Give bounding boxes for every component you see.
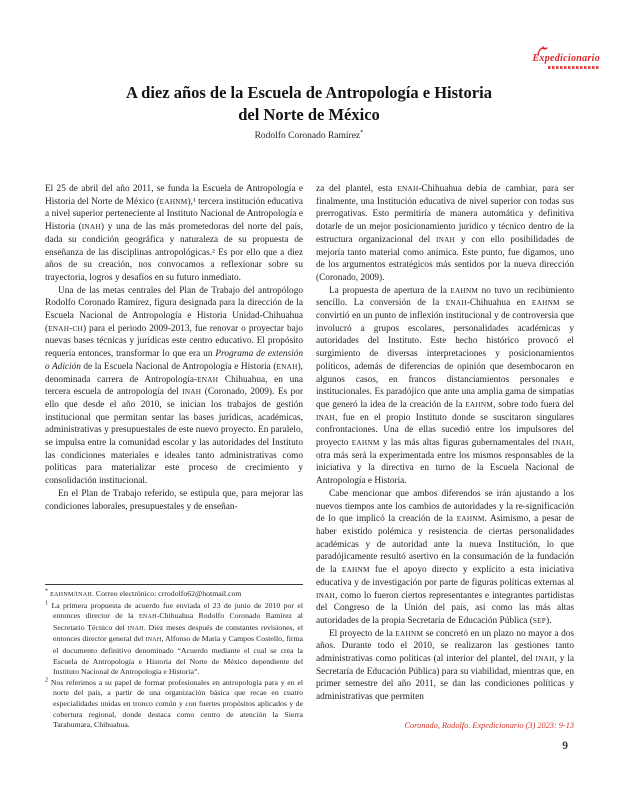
footnote: $^2$ Nos referimos a su papel de formar profesionales en antropología para y en el norte del país, a partir de una organización básica que recae en cuatro especialidades unidas en tronco común y con fuertes propósitos aplicados y de cobertura regional, donde destaca como centro de atención la Sierra Tarahumara, Chihuahua. <box>45 676 303 730</box>
left-column <box>45 183 303 513</box>
body-paragraph: La propuesta de apertura de la EAHNM no tuvo un recibimiento sencillo. La conversión de la ENAH-Chihuahua en EAHNM se convirtió en un punto de inflexión institucional y de controversia que involucró a grupos escolares, personalidades académicas y autoridades del Instituto. Este hecho histórico provocó el surgimiento de diversas interpretaciones y posicionamientos políticos, además de diferencias de opinión que desembocaron en algunos casos, en francos distanciamientos personales e institucionales. Es paradójico que ante una amplia gama de simpatías que generó la idea de la creación de la EAHNM, sobre todo fuera del INAH, fue en el propio Instituto donde se suscitaron singulares confrontaciones. Una de ellas sucedió entre los impulsores del proyecto EAHNM y las más altas figuras gubernamentales del INAH, otra más será la experimentada entre los mismos responsables de la iniciativa y la directiva en turno de la Escuela Nacional de Antropología e Historia. <box>316 285 574 487</box>
article-title <box>0 82 618 125</box>
body-paragraph: El 25 de abril del año 2011, se funda la Escuela de Antropología e Historia del Norte de México (EAHNM),¹ tercera institución educativa a nivel superior perteneciente al Instituto Nacional de Antropología e Historia (INAH) y una de las más prometedoras del norte del país, dada su condición geográfica y naturaleza de su propuesta de enseñanza de las disciplinas antropológicas.² Es por ello que a diez años de su creación, nos convocamos a reflexionar sobre su trayectoria, logros y desafíos en su futuro inmediato. <box>45 184 303 283</box>
author-footnote-marker: * <box>360 128 364 136</box>
journal-logo-tagline <box>548 66 600 69</box>
footnote: * EAHNM/INAH. Correo electrónico: crrodolfo62@hotmail.com <box>45 587 242 598</box>
article-title-line2: del Norte de México <box>238 104 380 124</box>
footnote-marker: 1 <box>45 599 49 606</box>
footnote-marker: * <box>45 587 49 595</box>
body-paragraph: Cabe mencionar que ambos diferendos se irán ajustando a los nuevos tiempos ante los cambios de autoridades y la re-significación de lo que implicó la creación de la EAHNM. Asimismo, a pesar de haber existido polémica y resistencia de ciertas personalidades académicas y de autoridad ante la nueva Institución, lo que paradójicamente resultó asertivo en la consumación de la fundación de la EAHNM fue el apoyo directo y explícito a esta iniciativa educativa y de investigación por parte de figuras políticas externas al INAH, como lo fueron ciertos representantes e integrantes partidistas del Congreso de la Unión del país, así como las más altas autoridades de la propia Secretaría de Educación Pública (SEP). <box>316 488 574 626</box>
page-number: 9 <box>562 740 568 752</box>
footnote-marker: 2 <box>45 676 49 684</box>
body-paragraph: za del plantel, esta ENAH-Chihuahua debía de cambiar, para ser finalmente, una Institución educativa de nivel superior con todas sus prerrogativas. Esto permitiría de manera automática y definitiva dotarle de un mejor posicionamiento jurídico y técnico dentro de la estructura organizacional del INAH y con ello posibilidades de mejoría tanto material como anímica. Este punto, fue digamos, uno de los argumentos estratégicos más sentidos por la nueva dirección (Coronado, 2009). <box>316 184 574 283</box>
body-paragraph: En el Plan de Trabajo referido, se estipula que, para mejorar las condiciones laborales, presupuestales y de enseñan- <box>45 488 303 512</box>
author-name-text: Rodolfo Coronado Ramírez <box>254 131 361 141</box>
footnote: $^1$ La primera propuesta de acuerdo fue enviada el 23 de junio de 2010 por el entonces director de la ENAH-Chihuahua Rodolfo Coronado Ramírez al Secretario Técnico del INAH. Diez meses después de constantes revisiones, el entonces director general del INAH, Alfonso de Maria y Campos Costello, firma el documento definitivo denominado “Acuerdo mediante el cual se crea la Escuela de Antropología e Historia del Norte de México dependiente del Instituto Nacional de Antropología e Historia”. <box>45 599 303 677</box>
author-name <box>0 128 618 141</box>
running-footer-citation: Coronado, Rodolfo. Expedicionario (3) 2023: 9-13 <box>404 721 574 730</box>
body-paragraph: Una de las metas centrales del Plan de Trabajo del antropólogo Rodolfo Coronado Ramírez, figura designada para la dirección de la Escuela Nacional de Antropología e Historia Unidad-Chihuahua (ENAH-CH) para el periodo 2009-2013, fue renovar o proyectar bajo nuevas bases técnicas y jurídicas este centro educativo. El propósito requería entonces, transformar lo que era un Programa de extensión o Adición de la Escuela Nacional de Antropología e Historia (ENAH), denominada carrera de Antropología-ENAH Chihuahua, en una tercera escuela de antropología del INAH (Coronado, 2009). Es por ello que desde el año 2010, se inician los trabajos de gestión institucional que permitan sentar las bases jurídicas, académicas, administrativas y presupuestales de este nuevo proyecto. En paralelo, se impulsa entre la comunidad escolar y las autoridades del Instituto las condiciones materiales e ideales tanto administrativas como políticas para materializar este proceso de crecimiento y consolidación institucional. <box>45 285 303 487</box>
journal-logo-text: Expedicionario <box>532 53 600 64</box>
article-title-line1: A diez años de la Escuela de Antropología e Historia <box>126 83 492 102</box>
right-column <box>316 183 574 704</box>
body-paragraph: El proyecto de la EAHNM se concretó en un plazo no mayor a dos años. Durante todo el 2010, se realizaron las gestiones tanto administrativas como políticas (al interior del plantel, del INAH, y la Secretaría de Educación Pública) para su viabilidad, mientras que, en primer semestre del año 2011, se dan las condiciones políticas y administrativas que permiten <box>316 628 574 703</box>
footnotes-block <box>45 584 303 731</box>
journal-logo <box>532 46 600 69</box>
